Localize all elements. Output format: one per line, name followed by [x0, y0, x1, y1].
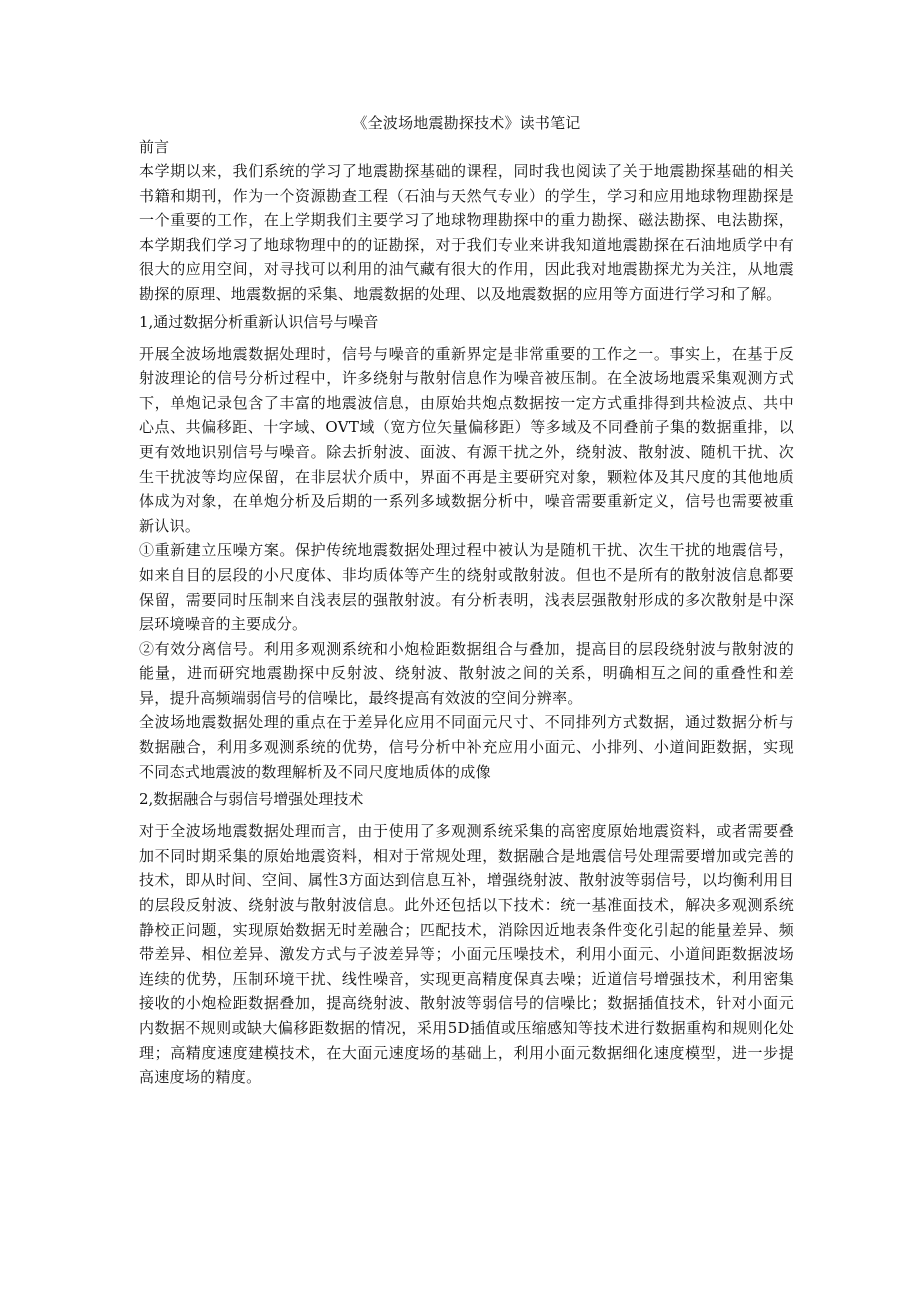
section-1-paragraph-1: 开展全波场地震数据处理时，信号与噪音的重新界定是非常重要的工作之一。事实上，在基于反射波理论的信号分析过程中，许多绕射与散射信息作为噪音被压制。在全波场地震采集观测方式下，单炮记录包含了丰富的地震波信息，由原始共炮点数据按一定方式重排得到共检波点、共中心点、共偏移距、十字域、OVT域（宽方位矢量偏移距）等多域及不同叠前子集的数据重排，以更有效地识别信号与噪音。除去折射波、面波、有源干扰之外，绕射波、散射波、随机干扰、次生干扰波等均应保留，在非层状介质中，界面不再是主要研究对象，颗粒体及其尺度的其他地质体成为对象，在单炮分析及后期的一系列多域数据分析中，噪音需要重新定义，信号也需要被重新认识。	[139, 344, 794, 535]
preface-paragraph: 本学期以来，我们系统的学习了地震勘探基础的课程，同时我也阅读了关于地震勘探基础的相关书籍和期刊，作为一个资源勘查工程（石油与天然气专业）的学生，学习和应用地球物理勘探是一个重要的工作，在上学期我们主要学习了地球物理勘探中的重力勘探、磁法勘探、电法勘探，本学期我们学习了地球物理中的的证勘探，对于我们专业来讲我知道地震勘探在石油地质学中有很大的应用空间，对寻找可以利用的油气藏有很大的作用，因此我对地震勘探尤为关注，从地震勘探的原理、地震数据的采集、地震数据的处理、以及地震数据的应用等方面进行学习和了解。	[139, 162, 794, 303]
section-1-paragraph-4: 全波场地震数据处理的重点在于差异化应用不同面元尺寸、不同排列方式数据，通过数据分析与数据融合，利用多观测系统的优势，信号分析中补充应用小面元、小排列、小道间距数据，实现不同态式地震波的数理解析及不同尺度地质体的成像	[139, 713, 794, 781]
section-1-paragraph-2: ①重新建立压噪方案。保护传统地震数据处理过程中被认为是随机干扰、次生干扰的地震信号，如来自目的层段的小尺度体、非均质体等产生的绕射或散射波。但也不是所有的散射波信息都要保留，需要同时压制来自浅表层的强散射波。有分析表明，浅表层强散射形成的多次散射是中深层环境噪音的主要成分。	[139, 541, 794, 634]
preface-label: 前言	[139, 138, 170, 156]
document-title: 《全波场地震勘探技术》读书笔记	[352, 114, 581, 132]
section-2-paragraph-1: 对于全波场地震数据处理而言，由于使用了多观测系统采集的高密度原始地震资料，或者需要叠加不同时期采集的原始地震资料，相对于常规处理，数据融合是地震信号处理需要增加或完善的技术，即从时间、空间、属性3方面达到信息互补，增强绕射波、散射波等弱信号，以均衡利用目的层段反射波、绕射波与散射波信息。此外还包括以下技术：统一基准面技术，解决多观测系统静校正问题，实现原始数据无时差融合；匹配技术，消除因近地表条件变化引起的能量差异、频带差异、相位差异、激发方式与子波差异等；小面元压噪技术，利用小面元、小道间距数据波场连续的优势，压制环境干扰、线性噪音，实现更高精度保真去噪；近道信号增强技术，利用密集接收的小炮检距数据叠加，提高绕射波、散射波等弱信号的信噪比；数据插值技术，针对小面元内数据不规则或缺大偏移距数据的情况，采用5D插值或压缩感知等技术进行数据重构和规则化处理；高精度速度建模技术，在大面元速度场的基础上，利用小面元数据细化速度模型，进一步提高速度场的精度。	[139, 822, 794, 1087]
section-1-heading: 1,通过数据分析重新认识信号与噪音	[139, 312, 379, 331]
section-1-paragraph-3: ②有效分离信号。利用多观测系统和小炮检距数据组合与叠加，提高目的层段绕射波与散射波的能量，进而研究地震勘探中反射波、绕射波、散射波之间的关系，明确相互之间的重叠性和差异，提升高频端弱信号的信噪比，最终提高有效波的空间分辨率。	[139, 639, 794, 707]
section-2-heading: 2,数据融合与弱信号增强处理技术	[139, 790, 364, 809]
document-page	[139, 112, 794, 1090]
